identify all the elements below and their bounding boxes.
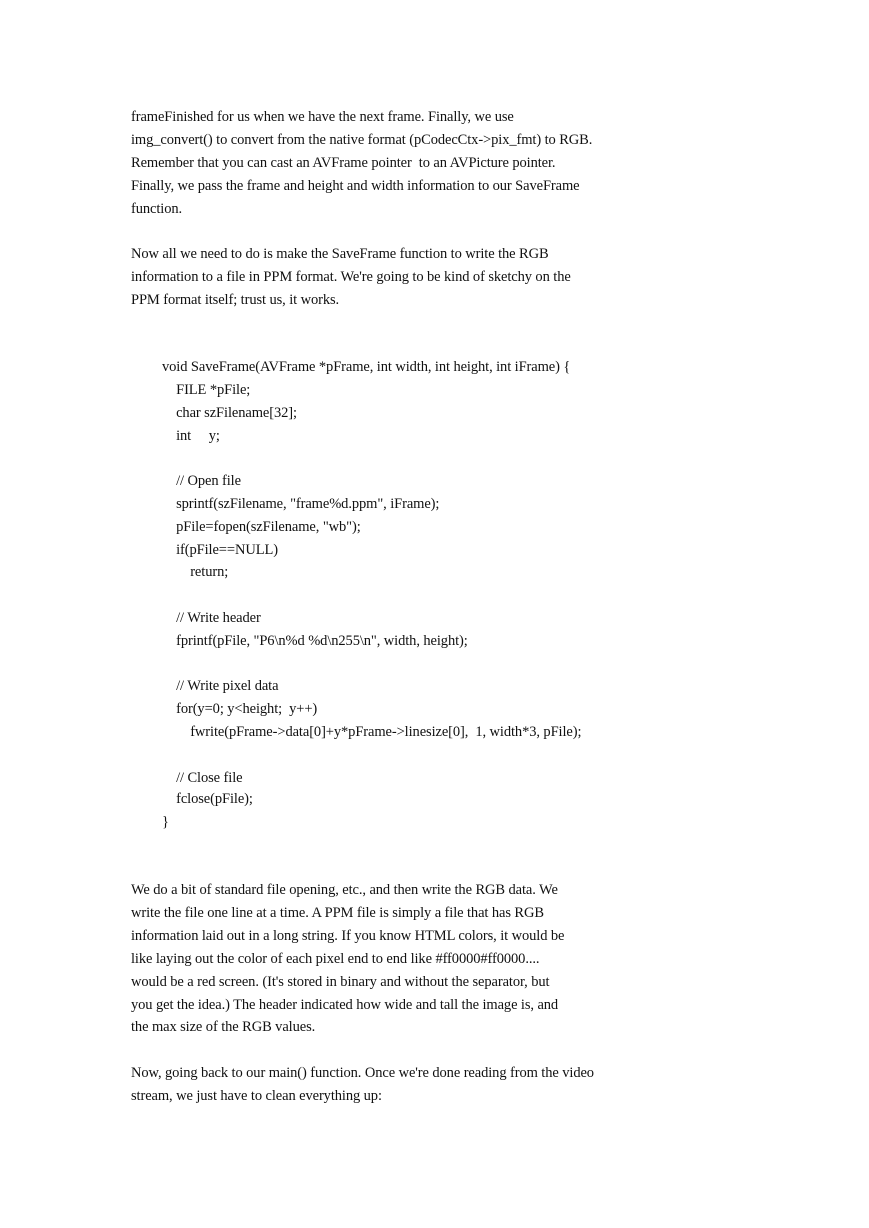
code-line: fwrite(pFrame->data[0]+y*pFrame->linesize[0], 1, width*3, pFile); xyxy=(162,724,582,740)
code-line: // Write pixel data xyxy=(162,678,279,694)
code-line: pFile=fopen(szFilename, "wb"); xyxy=(162,519,361,535)
text-line: information laid out in a long string. If you know HTML colors, it would be xyxy=(131,928,565,944)
code-line: FILE *pFile; xyxy=(162,382,251,398)
code-line: char szFilename[32]; xyxy=(162,405,297,421)
text-line: We do a bit of standard file opening, etc., and then write the RGB data. We xyxy=(131,882,558,898)
code-line: // Write header xyxy=(162,610,261,626)
text-line: img_convert() to convert from the native format (pCodecCtx->pix_fmt) to RGB. xyxy=(131,132,593,148)
text-line: Now, going back to our main() function. Once we're done reading from the video xyxy=(131,1065,594,1081)
text-line: function. xyxy=(131,201,183,217)
text-line: the max size of the RGB values. xyxy=(131,1019,316,1035)
text-line: you get the idea.) The header indicated how wide and tall the image is, and xyxy=(131,997,559,1013)
text-line: information to a file in PPM format. We're going to be kind of sketchy on the xyxy=(131,269,571,285)
text-line: Remember that you can cast an AVFrame pointer to an AVPicture pointer. xyxy=(131,155,556,171)
text-line: write the file one line at a time. A PPM file is simply a file that has RGB xyxy=(131,905,544,921)
code-line: int y; xyxy=(162,428,220,444)
code-line: fprintf(pFile, "P6\n%d %d\n255\n", width, height); xyxy=(162,633,468,649)
text-line: stream, we just have to clean everything up: xyxy=(131,1088,382,1104)
code-line: if(pFile==NULL) xyxy=(162,542,278,558)
text-line: Finally, we pass the frame and height and width information to our SaveFrame xyxy=(131,178,580,194)
code-line: for(y=0; y<height; y++) xyxy=(162,701,318,717)
text-line: frameFinished for us when we have the next frame. Finally, we use xyxy=(131,109,514,125)
code-line: // Close file xyxy=(162,770,243,786)
code-line: void SaveFrame(AVFrame *pFrame, int width, int height, int iFrame) { xyxy=(162,359,571,375)
code-line: // Open file xyxy=(162,473,241,489)
text-line: would be a red screen. (It's stored in binary and without the separator, but xyxy=(131,974,550,990)
code-line: sprintf(szFilename, "frame%d.ppm", iFrame); xyxy=(162,496,440,512)
text-line: like laying out the color of each pixel end to end like #ff0000#ff0000.... xyxy=(131,951,540,967)
code-line: fclose(pFile); xyxy=(162,791,253,807)
text-line: Now all we need to do is make the SaveFrame function to write the RGB xyxy=(131,246,549,262)
code-line: } xyxy=(162,814,169,830)
text-line: PPM format itself; trust us, it works. xyxy=(131,292,340,308)
code-line: return; xyxy=(162,564,229,580)
